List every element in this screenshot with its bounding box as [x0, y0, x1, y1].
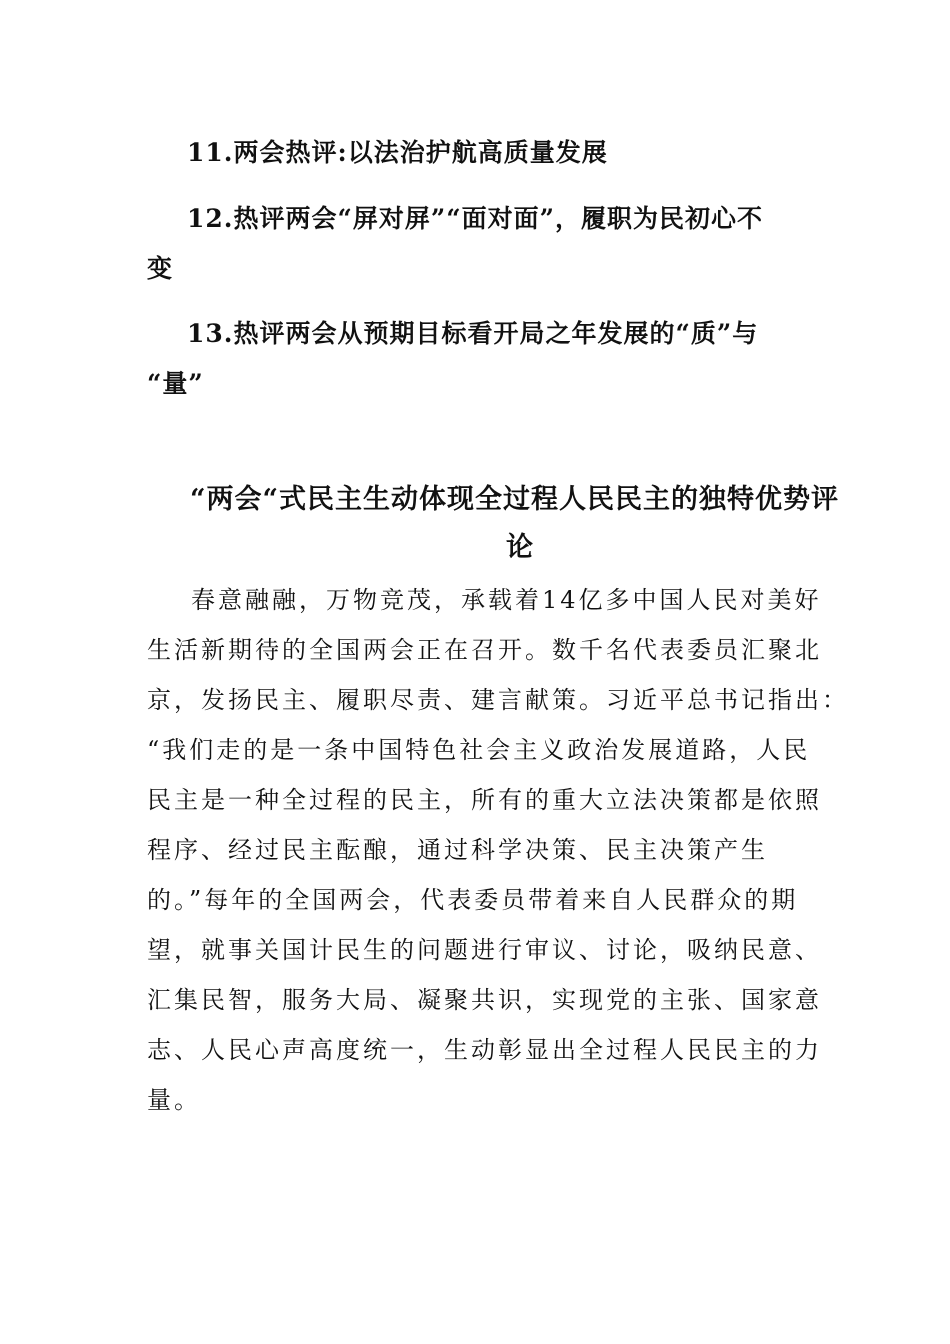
body-line: “我们走的是一条中国特色社会主义政治发展道路，人民 [147, 736, 811, 764]
toc-item-13 [147, 309, 807, 409]
article-title-line-2: 论 [506, 532, 534, 563]
body-line: 的。”每年的全国两会，代表委员带着来自人民群众的期 [147, 886, 799, 914]
body-line: 生活新期待的全国两会正在召开。数千名代表委员汇聚北 [147, 636, 822, 664]
body-line: 民主是一种全过程的民主，所有的重大立法决策都是依照 [147, 786, 822, 814]
article-body-paragraph [147, 575, 849, 1125]
article-title [190, 476, 840, 572]
body-line: 望，就事关国计民生的问题进行审议、讨论，吸纳民意、 [147, 936, 822, 964]
toc-item-12 [147, 194, 807, 294]
toc-item-12-line-2: 变 [147, 254, 174, 283]
toc-item-13-line-2: “量” [147, 369, 204, 398]
body-line: 志、人民心声高度统一，生动彰显出全过程人民民主的力 [147, 1036, 822, 1064]
article-title-line-1: “两会“式民主生动体现全过程人民民主的独特优势评 [190, 484, 840, 515]
toc-item-11-line-1: 11.两会热评:以法治护航高质量发展 [187, 138, 608, 167]
body-line: 汇集民智，服务大局、凝聚共识，实现党的主张、国家意 [147, 986, 822, 1014]
toc-item-12-line-1: 12.热评两会“屏对屏”“面对面”，履职为民初心不 [187, 204, 764, 233]
toc-item-11 [147, 128, 807, 178]
body-line: 量。 [147, 1086, 201, 1114]
body-line: 程序、经过民主酝酿，通过科学决策、民主决策产生 [147, 836, 768, 864]
toc-item-13-line-1: 13.热评两会从预期目标看开局之年发展的“质”与 [187, 319, 759, 348]
body-line: 京，发扬民主、履职尽责、建言献策。习近平总书记指出： [147, 686, 849, 714]
body-line: 春意融融，万物竞茂，承载着14亿多中国人民对美好 [191, 586, 822, 614]
